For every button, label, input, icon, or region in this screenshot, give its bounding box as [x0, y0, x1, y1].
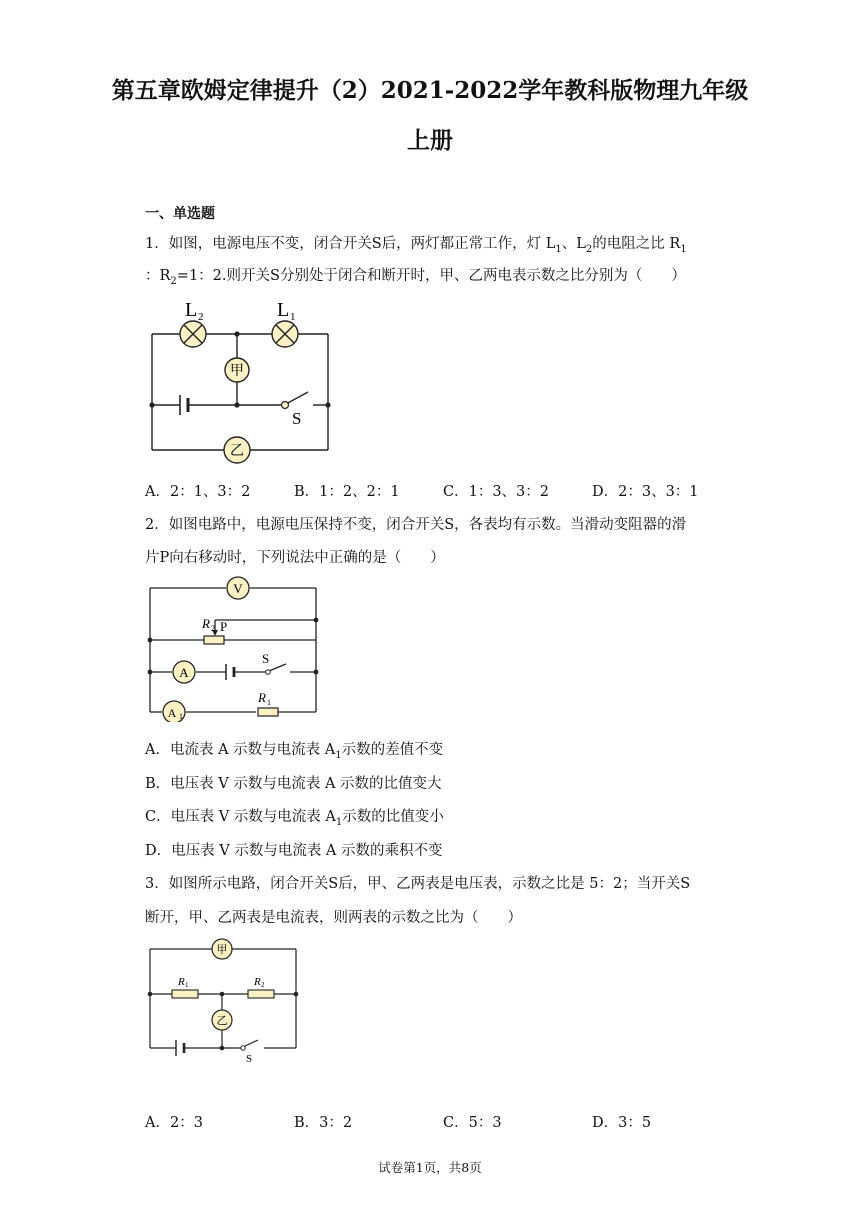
- slider-p-label: P: [220, 619, 228, 634]
- junction-node: [148, 638, 153, 643]
- section-heading: 一、单选题: [145, 206, 215, 222]
- resistor-r2-label: R: [254, 976, 261, 988]
- q1-circuit-diagram: [140, 292, 340, 472]
- q2-option-c[interactable]: C．电压表 V 示数与电流表 $A_1$示数的比值变小: [145, 809, 444, 828]
- meter-yi-label: 乙: [230, 444, 244, 459]
- q3-circuit-diagram: [140, 932, 310, 1067]
- junction-node: [234, 331, 239, 336]
- lamp-l2-label: L: [185, 299, 198, 321]
- q1-option-c[interactable]: C．1：3、3：2: [443, 484, 549, 500]
- voltmeter-v-label: V: [233, 581, 243, 596]
- junction-node: [220, 1046, 225, 1051]
- q3-option-a[interactable]: A．2：3: [145, 1115, 203, 1131]
- q1-option-a[interactable]: A．2：1、3：2: [145, 484, 251, 500]
- q2-circuit-diagram: [140, 572, 330, 722]
- q1-stem-line-2: ：$R_2=1$：2.则开关S分别处于闭合和断开时，甲、乙两电表示数之比分别为（ ）: [145, 268, 686, 287]
- q2-stem-line-2: 片P向右移动时，下列说法中正确的是（ ）: [145, 550, 445, 566]
- resistor-r1-subscript: 1: [267, 698, 271, 707]
- q2-stem-line-1: 2．如图电路中，电源电压保持不变，闭合开关S，各表均有示数。当滑动变阻器的滑: [145, 517, 687, 533]
- ammeter-a1-subscript: 1: [179, 712, 183, 721]
- q3-option-b[interactable]: B．3：2: [294, 1115, 353, 1131]
- meter-jia-label: 甲: [216, 944, 228, 956]
- meter-yi-label: 乙: [216, 1015, 228, 1027]
- rheostat-r2-label: R: [202, 616, 210, 631]
- switch-pivot-icon: [266, 670, 271, 675]
- meter-jia-label: 甲: [230, 364, 244, 379]
- q3-option-c[interactable]: C．5：3: [443, 1115, 502, 1131]
- resistor-r1-icon: [258, 708, 278, 716]
- junction-node: [314, 618, 319, 623]
- q3-stem-line-2: 断开，甲、乙两表是电流表，则两表的示数之比为（ ）: [145, 910, 522, 926]
- q2-option-b[interactable]: B．电压表 V 示数与电流表 A 示数的比值变大: [145, 776, 442, 792]
- q3-stem-line-1: 3．如图所示电路，闭合开关S后，甲、乙两表是电压表，示数之比是 5：2；当开关S: [145, 876, 691, 892]
- switch-pivot-icon: [282, 402, 289, 409]
- ammeter-a-label: A: [179, 665, 189, 680]
- q1-option-d[interactable]: D．2：3、3：1: [592, 484, 699, 500]
- resistor-r2-icon: [248, 990, 274, 998]
- resistor-r1-icon: [172, 990, 198, 998]
- junction-node: [294, 992, 299, 997]
- lamp-l1-icon: [272, 321, 298, 347]
- junction-node: [149, 402, 154, 407]
- ammeter-a1-label: A: [167, 706, 177, 720]
- q2-option-d[interactable]: D．电压表 V 示数与电流表 A 示数的乘积不变: [145, 843, 443, 859]
- junction-node: [148, 670, 153, 675]
- junction-node: [220, 992, 225, 997]
- junction-node: [325, 402, 330, 407]
- junction-node: [314, 670, 319, 675]
- lamp-l2-subscript: 2: [198, 311, 204, 323]
- switch-s-label: S: [246, 1053, 253, 1065]
- q1-stem-line-1: 1．如图，电源电压不变，闭合开关S后，两灯都正常工作，灯 $L_1$、$L_2$的电阻之比 $R_1$: [145, 236, 687, 255]
- page-footer: 试卷第1页，共8页: [378, 1160, 482, 1175]
- q2-option-a[interactable]: A．电流表 A 示数与电流表 $A_1$示数的差值不变: [145, 742, 444, 761]
- resistor-r1-label: R: [258, 690, 266, 705]
- resistor-r1-label: R: [178, 976, 185, 988]
- junction-node: [148, 992, 153, 997]
- rheostat-r2-icon: [204, 636, 224, 644]
- switch-s-label: S: [262, 651, 270, 666]
- switch-pivot-icon: [241, 1046, 245, 1050]
- q3-option-d[interactable]: D．3：5: [592, 1115, 652, 1131]
- junction-node: [234, 402, 239, 407]
- lamp-l2-icon: [180, 321, 206, 347]
- rheostat-r2-subscript: 2: [211, 624, 215, 633]
- page-title-line-2: 上册: [407, 127, 453, 154]
- q1-option-b[interactable]: B．1：2、2：1: [294, 484, 400, 500]
- switch-s-label: S: [292, 409, 302, 428]
- resistor-r2-subscript: 2: [261, 981, 265, 989]
- resistor-r1-subscript: 1: [185, 981, 189, 989]
- lamp-l1-label: L: [277, 299, 290, 321]
- page-title-line-1: 第五章欧姆定律提升（2）2021-2022学年教科版物理九年级: [111, 77, 749, 104]
- lamp-l1-subscript: 1: [290, 311, 296, 323]
